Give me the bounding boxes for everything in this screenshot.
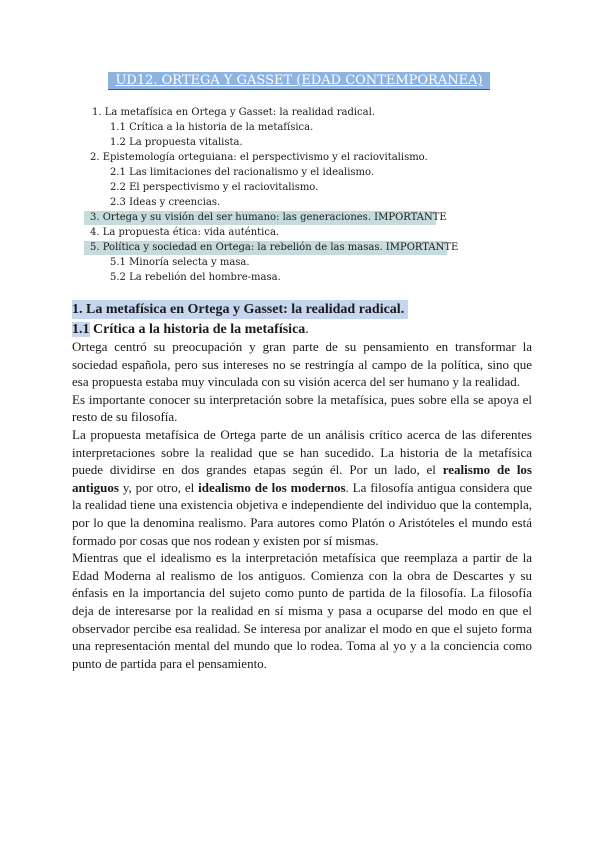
toc-item-1-2: 1.2 La propuesta vitalista. bbox=[110, 137, 243, 148]
toc-item-5-1: 5.1 Minoría selecta y masa. bbox=[110, 257, 250, 268]
paragraph-3-text-a: La propuesta metafísica de Ortega parte de un análisis crítico acerca de las diferentes interpretaciones sobre la realidad que se han sucedido. La historia de la metafísica puede dividirse en dos grandes etapas según él. Por un lado, el bbox=[72, 426, 532, 478]
toc-item-2: 2. Epistemología orteguiana: el perspectivismo y el raciovitalismo. bbox=[90, 152, 428, 163]
document-title: UD12. ORTEGA Y GASSET (EDAD CONTEMPORANEA) bbox=[108, 72, 490, 90]
toc-item-2-1: 2.1 Las limitaciones del racionalismo y el idealismo. bbox=[110, 167, 375, 178]
paragraph-3-text-c: y, por otro, el bbox=[118, 479, 199, 495]
section-heading: 1. La metafísica en Ortega y Gasset: la realidad radical. bbox=[72, 300, 408, 319]
subsection-period: . bbox=[305, 322, 309, 337]
toc-item-4: 4. La propuesta ética: vida auténtica. bbox=[90, 227, 280, 238]
paragraph-3 bbox=[72, 426, 532, 549]
paragraph-3-text-d: . La filosofía antigua considera que la realidad tiene una existencia objetiva e independiente del individuo que la contempla, por lo que la denomina realismo. Para autores como Platón o Aristóteles el mundo está formado por cosas que nos rodean y existen por sí mismas. bbox=[72, 479, 532, 548]
paragraph-1: Ortega centró su preocupación y gran parte de su pensamiento en transformar la sociedad española, pero sus intereses no se restringía al campo de la política, sino que esa propuesta estaba muy vinculada con su visión acerca del ser humano y la realidad. bbox=[72, 339, 532, 390]
subsection-title: Crítica a la historia de la metafísica bbox=[89, 322, 306, 337]
paragraph-4: Mientras que el idealismo es la interpretación metafísica que reemplaza a partir de la Edad Moderna al realismo de los antiguos. Comienza con la obra de Descartes y su énfasis en la importancia del sujeto como punto de partida de la filosofía. La filosofía deja de interesarse por la realidad en sí misma y pasa a ocuparse del modo en que el observador percibe esa realidad. Se interesa por analizar el modo en que el sujeto forma una representación mental del mundo que lo rodea. Toma al yo y a la conciencia como punto de partida para el pensamiento. bbox=[72, 550, 532, 671]
toc-item-3: 3. Ortega y su visión del ser humano: las generaciones. IMPORTANTE bbox=[84, 211, 436, 225]
toc-item-2-3: 2.3 Ideas y creencias. bbox=[110, 197, 221, 208]
subsection-heading bbox=[72, 320, 309, 339]
term-realismo: realismo de los antiguos bbox=[72, 462, 532, 495]
toc-item-5: 5. Política y sociedad en Ortega: la rebelión de las masas. IMPORTANTE bbox=[84, 241, 447, 255]
toc-item-1: 1. La metafísica en Ortega y Gasset: la realidad radical. bbox=[92, 107, 375, 118]
body-text bbox=[72, 338, 532, 672]
toc-item-5-2: 5.2 La rebelión del hombre-masa. bbox=[110, 272, 281, 283]
paragraph-2: Es importante conocer su interpretación sobre la metafísica, pues sobre ella se apoya el resto de su filosofía. bbox=[72, 391, 532, 425]
toc-item-2-2: 2.2 El perspectivismo y el raciovitalismo. bbox=[110, 182, 319, 193]
term-idealismo: idealismo de los modernos bbox=[198, 479, 346, 495]
subsection-number: 1.1 bbox=[72, 322, 90, 337]
toc-item-1-1: 1.1 Crítica a la historia de la metafísica. bbox=[110, 122, 314, 133]
